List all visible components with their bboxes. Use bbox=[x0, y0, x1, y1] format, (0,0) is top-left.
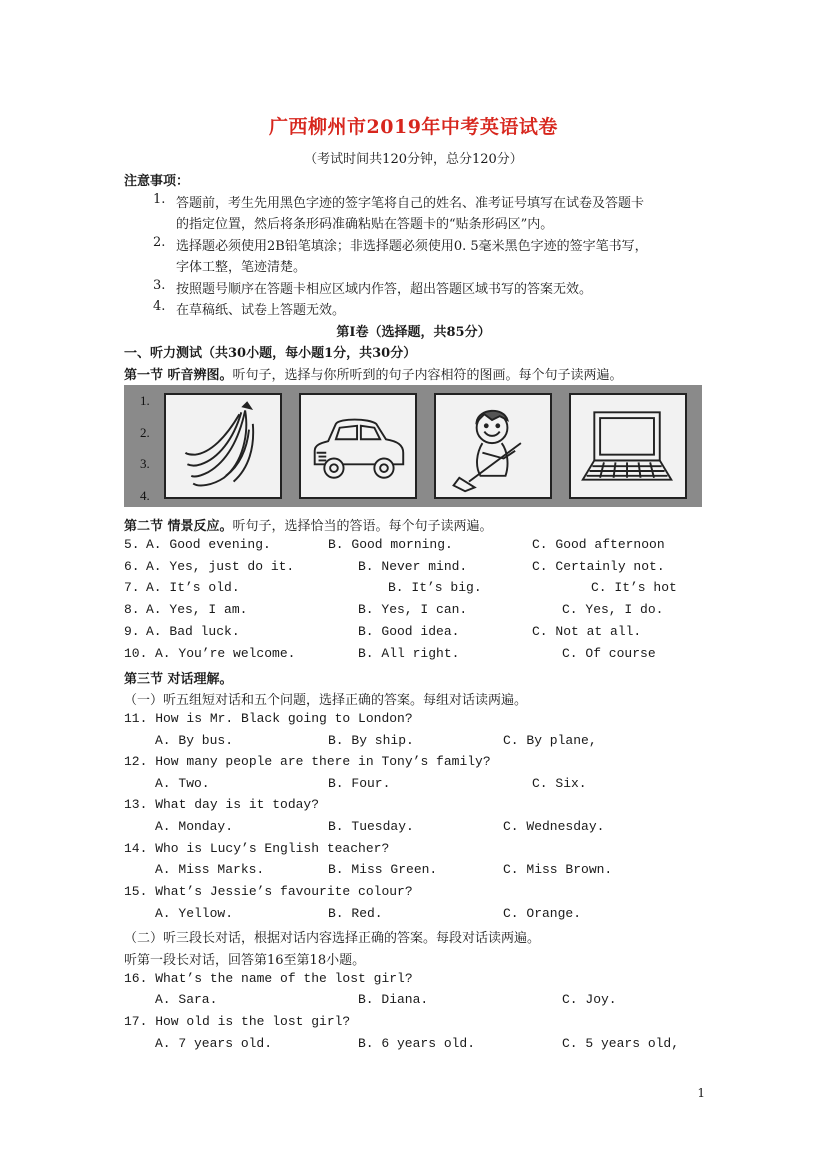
option-b: B. Red. bbox=[328, 906, 383, 921]
laptop-picture bbox=[569, 393, 687, 499]
note-text: 的指定位置，然后将条形码准确粘贴在答题卡的“贴条形码区”内。 bbox=[176, 217, 554, 232]
question-text: 17. How old is the lost girl? bbox=[124, 1014, 351, 1029]
page-number: 1 bbox=[697, 1086, 705, 1100]
exam-title: 广西柳州市2019年中考英语试卷 bbox=[269, 116, 558, 138]
option-b: B. Good morning. bbox=[328, 537, 453, 552]
option-c: C. 5 years old, bbox=[562, 1036, 680, 1051]
note-number: 2. bbox=[153, 235, 166, 250]
option-c: C. Yes, I do. bbox=[562, 602, 664, 617]
picture-label: 1. bbox=[140, 393, 150, 408]
question-text: 12. How many people are there in Tony’s family? bbox=[124, 754, 491, 769]
option-a: A. It’s old. bbox=[146, 580, 240, 595]
option-c: C. Orange. bbox=[503, 906, 582, 921]
note-text: 答题前，考生先用黑色字迹的签字笔将自己的姓名、准考证号填写在试卷及答题卡 bbox=[176, 196, 645, 211]
question-number: 5. bbox=[124, 537, 140, 552]
option-a: A. Yellow. bbox=[155, 906, 234, 921]
laptop-icon bbox=[571, 395, 685, 497]
section1-instruction: 听句子，选择与你所听到的句子内容相符的图画。每个句子读两遍。 bbox=[232, 368, 623, 383]
picture-label: 2. bbox=[140, 425, 150, 440]
option-c: C. Miss Brown. bbox=[503, 862, 613, 877]
question-text: 14. Who is Lucy’s English teacher? bbox=[124, 841, 390, 856]
option-b: B. Diana. bbox=[358, 992, 429, 1007]
picture-label: 4. bbox=[140, 488, 150, 503]
question-text: 16. What’s the name of the lost girl? bbox=[124, 971, 413, 986]
option-a: A. Good evening. bbox=[146, 537, 271, 552]
note-number: 1. bbox=[153, 192, 166, 207]
section3-heading: 第三节 对话理解。 bbox=[124, 672, 233, 687]
section2-line bbox=[124, 515, 493, 534]
bananas-picture bbox=[164, 393, 282, 499]
option-a: A. Yes, I am. bbox=[146, 602, 248, 617]
note-text: 选择题必须使用2B铅笔填涂；非选择题必须使用0. 5毫米黑色字迹的签字笔书写， bbox=[176, 239, 648, 254]
option-a: A. Bad luck. bbox=[146, 624, 240, 639]
section2-instruction: 听句子，选择恰当的答语。每个句子读两遍。 bbox=[232, 519, 493, 534]
option-b: B. By ship. bbox=[328, 733, 414, 748]
option-a: A. You’re welcome. bbox=[155, 646, 296, 661]
note-text: 在草稿纸、试卷上答题无效。 bbox=[176, 303, 346, 318]
option-c: C. It’s hot bbox=[591, 580, 677, 595]
part1-heading: 一、听力测试（共30小题，每小题1分，共30分） bbox=[124, 346, 417, 361]
option-c: C. Good afternoon bbox=[532, 537, 665, 552]
question-number: 9. bbox=[124, 624, 140, 639]
picture-strip bbox=[124, 385, 702, 507]
option-b: B. Miss Green. bbox=[328, 862, 438, 877]
option-b: B. All right. bbox=[358, 646, 460, 661]
option-a: A. Yes, just do it. bbox=[146, 559, 295, 574]
sub1-instruction: （一）听五组短对话和五个问题，选择正确的答案。每组对话读两遍。 bbox=[124, 693, 528, 708]
option-a: A. Miss Marks. bbox=[155, 862, 265, 877]
boy-sweeping-icon bbox=[436, 395, 550, 497]
question-number: 6. bbox=[124, 559, 140, 574]
option-c: C. Of course bbox=[562, 646, 656, 661]
option-b: B. It’s big. bbox=[388, 580, 482, 595]
note-number: 3. bbox=[153, 278, 166, 293]
question-text: 11. How is Mr. Black going to London? bbox=[124, 711, 413, 726]
section1-heading: 第一节 听音辨图。 bbox=[124, 368, 233, 383]
sub2-dialog1-instruction: 听第一段长对话，回答第16至第18小题。 bbox=[124, 953, 366, 968]
note-number: 4. bbox=[153, 299, 166, 314]
option-a: A. Two. bbox=[155, 776, 210, 791]
option-b: B. Good idea. bbox=[358, 624, 460, 639]
option-a: A. Sara. bbox=[155, 992, 218, 1007]
question-number: 8. bbox=[124, 602, 140, 617]
option-c: C. Not at all. bbox=[532, 624, 642, 639]
section2-heading: 第二节 情景反应。 bbox=[124, 519, 233, 534]
question-text: 15. What’s Jessie’s favourite colour? bbox=[124, 884, 413, 899]
option-a: A. Monday. bbox=[155, 819, 234, 834]
question-number: 7. bbox=[124, 580, 140, 595]
option-c: C. Joy. bbox=[562, 992, 617, 1007]
question-number: 10. bbox=[124, 646, 148, 661]
car-picture bbox=[299, 393, 417, 499]
section1-line bbox=[124, 364, 623, 383]
option-b: B. 6 years old. bbox=[358, 1036, 476, 1051]
notes-heading: 注意事项： bbox=[124, 174, 190, 189]
volume-heading: 第Ⅰ卷（选择题，共85分） bbox=[336, 325, 491, 340]
note-text: 按照题号顺序在答题卡相应区域内作答，超出答题区域书写的答案无效。 bbox=[176, 282, 593, 297]
exam-subtitle: （考试时间共120分钟，总分120分） bbox=[304, 152, 523, 167]
option-a: A. 7 years old. bbox=[155, 1036, 273, 1051]
car-icon bbox=[301, 395, 415, 497]
note-text: 字体工整，笔迹清楚。 bbox=[176, 260, 307, 275]
bananas-icon bbox=[166, 395, 280, 497]
option-b: B. Yes, I can. bbox=[358, 602, 468, 617]
option-b: B. Tuesday. bbox=[328, 819, 414, 834]
option-c: C. Six. bbox=[532, 776, 587, 791]
boy-sweeping-picture bbox=[434, 393, 552, 499]
option-c: C. Certainly not. bbox=[532, 559, 665, 574]
option-c: C. Wednesday. bbox=[503, 819, 605, 834]
picture-label: 3. bbox=[140, 456, 150, 471]
option-b: B. Never mind. bbox=[358, 559, 468, 574]
question-text: 13. What day is it today? bbox=[124, 797, 320, 812]
option-a: A. By bus. bbox=[155, 733, 234, 748]
option-b: B. Four. bbox=[328, 776, 391, 791]
sub2-instruction: （二）听三段长对话，根据对话内容选择正确的答案。每段对话读两遍。 bbox=[124, 931, 541, 946]
option-c: C. By plane, bbox=[503, 733, 597, 748]
